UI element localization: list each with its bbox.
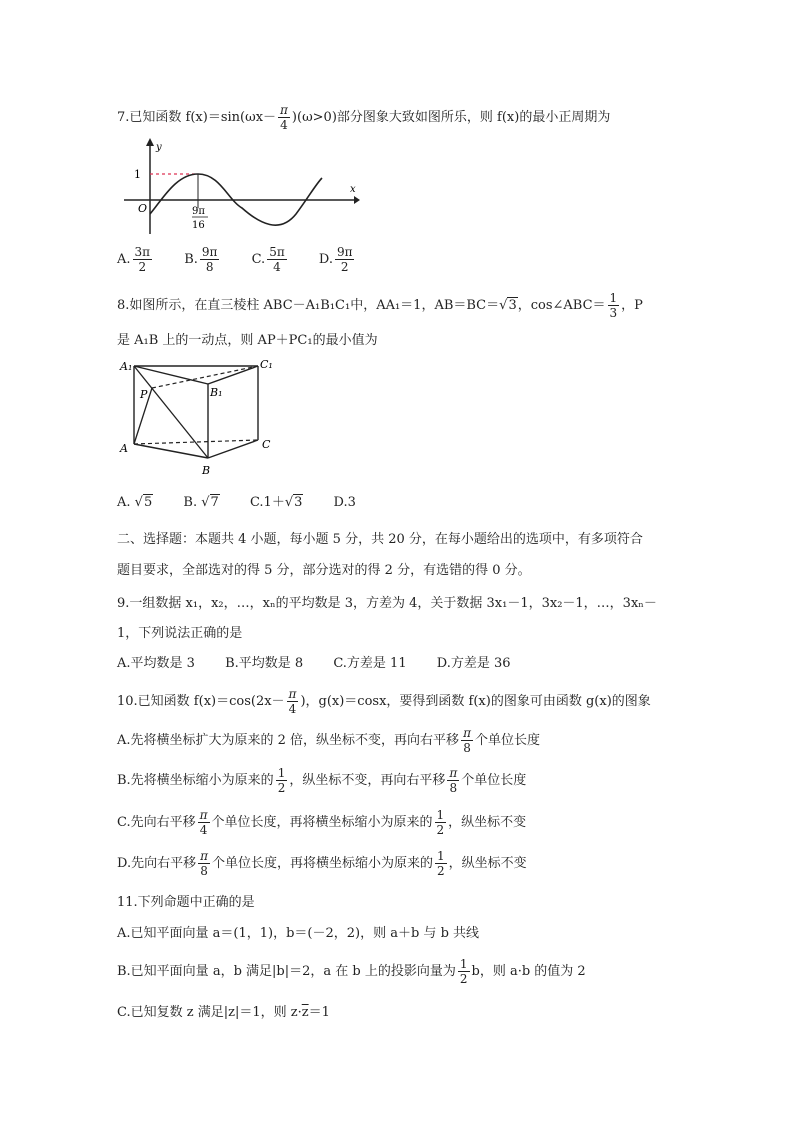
q8-prism-figure xyxy=(118,356,278,478)
q8-label-b1: B₁ xyxy=(210,386,223,399)
q8-options xyxy=(117,496,382,509)
z-conjugate: $\overline{z}$ xyxy=(301,1005,309,1020)
q7-option-c[interactable]: C. $\frac{5\pi}{4}$ xyxy=(251,245,285,274)
q11-stem: 11.下列命题中正确的是 xyxy=(117,895,255,910)
q8-edge-a1-b1 xyxy=(134,366,208,384)
q8-one-third: $\frac{1}{3}$ xyxy=(609,291,618,320)
q7-one-label: 1 xyxy=(134,168,141,181)
q8-option-d[interactable]: D.3 xyxy=(333,495,356,510)
q7-option-b[interactable]: B. $\frac{9\pi}{8}$ xyxy=(184,245,218,274)
q11-option-a[interactable]: A.已知平面向量 a＝(1，1)，b＝(－2，2)，则 a＋b 与 b 共线 xyxy=(117,926,480,941)
q9-option-a[interactable]: A.平均数是 3 xyxy=(117,656,195,671)
q8-stem-line2: 是 A₁B 上的一动点，则 AP＋PC₁的最小值为 xyxy=(117,333,378,348)
q11-option-c[interactable]: C.已知复数 z 满足|z|＝1，则 $z\cdot\overline{z}=1$ xyxy=(117,1005,330,1020)
q8-label-c: C xyxy=(262,438,271,451)
q10-stem: 10.已知函数 f(x)＝cos(2x－ $\frac{\pi}{4}$ )，g(x)＝cosx，要得到函数 f(x)的图象可由函数 g(x)的图象 xyxy=(117,687,651,716)
q9-line1: 9.一组数据 x₁，x₂，…，xₙ的平均数是 3，方差为 4，关于数据 3x₁－1，3x₂－1，…，3xₙ－ xyxy=(117,596,657,611)
q8-label-p: P xyxy=(140,388,148,401)
q7-stem xyxy=(117,104,610,131)
q8-option-b[interactable]: B. √7 xyxy=(183,495,219,510)
q8-label-b: B xyxy=(202,464,211,477)
q7-option-d[interactable]: D. $\frac{9\pi}{2}$ xyxy=(318,245,353,274)
q9-option-c[interactable]: C.方差是 11 xyxy=(333,656,407,671)
q9-options xyxy=(117,657,537,670)
q7-origin-label: O xyxy=(138,202,148,215)
q8-edge-a-b xyxy=(134,444,208,458)
q7-option-a[interactable]: A. $\frac{3\pi}{2}$ xyxy=(117,245,151,274)
q8-line-p-c1-hidden xyxy=(152,366,258,388)
q7-options xyxy=(117,246,382,273)
q7-tick-num: 9π xyxy=(192,206,205,217)
q8-label-c1: C₁ xyxy=(260,358,273,371)
section2-line2: 题目要求，全部选对的得 5 分，部分选对的得 2 分，有选错的得 0 分。 xyxy=(117,563,531,578)
q10-option-a[interactable]: A.先将横坐标扩大为原来的 2 倍，纵坐标不变，再向右平移 $\frac{\pi}{8}$ 个单位长度 xyxy=(117,726,540,755)
q8-sqrt3: √3 xyxy=(499,298,517,313)
q9-option-d[interactable]: D.方差是 36 xyxy=(436,656,511,671)
q8-option-c[interactable]: C.1＋√3 xyxy=(249,495,303,510)
q7-sine-graph xyxy=(120,138,360,234)
q7-x-label: x xyxy=(350,184,356,195)
q8-edge-b-c xyxy=(208,440,258,458)
q9-line2: 1，下列说法正确的是 xyxy=(117,626,243,641)
q8-option-a[interactable]: A. √5 xyxy=(117,495,153,510)
q8-label-a1: A₁ xyxy=(120,360,133,373)
q10-option-c[interactable]: C.先向右平移 $\frac{\pi}{4}$ 个单位长度，再将横坐标缩小为原来的 $\frac{1}{2}$ ，纵坐标不变 xyxy=(117,808,527,837)
q8-line-a1-b xyxy=(134,366,208,458)
q11-option-b[interactable]: B.已知平面向量 a，b 满足|b|＝2，a 在 b 上的投影向量为 $\frac{1}{2}$ b，则 a·b 的值为 2 xyxy=(117,957,586,986)
q7-y-arrow xyxy=(146,138,154,146)
q9-option-b[interactable]: B.平均数是 8 xyxy=(225,656,304,671)
q8-label-a: A xyxy=(120,442,128,455)
q10-option-b[interactable]: B.先将横坐标缩小为原来的 $\frac{1}{2}$ ，纵坐标不变，再向右平移 $\frac{\pi}{8}$ 个单位长度 xyxy=(117,766,527,795)
q8-stem-line1: 8.如图所示，在直三棱柱 ABC－A₁B₁C₁中，AA₁＝1，AB＝BC＝√3，cos∠ABC＝ $\frac{1}{3}$ ，P xyxy=(117,291,643,320)
q7-stem-b: )(ω>0)部分图象大致如图所乐，则 f(x)的最小正周期为 xyxy=(291,110,611,125)
q7-x-arrow xyxy=(354,196,360,204)
q7-y-label: y xyxy=(156,142,162,153)
q7-tick-den: 16 xyxy=(192,220,205,231)
q10-option-d[interactable]: D.先向右平移 $\frac{\pi}{8}$ 个单位长度，再将横坐标缩小为原来的 $\frac{1}{2}$ ，纵坐标不变 xyxy=(117,849,527,878)
q7-stem-a: 7.已知函数 f(x)＝sin(ωx－ xyxy=(117,110,277,125)
section2-line1: 二、选择题：本题共 4 小题，每小题 5 分，共 20 分，在每小题给出的选项中，有多项符合 xyxy=(117,532,643,547)
q7-pi-over-4: $\frac{\pi}{4}$ xyxy=(280,103,288,132)
